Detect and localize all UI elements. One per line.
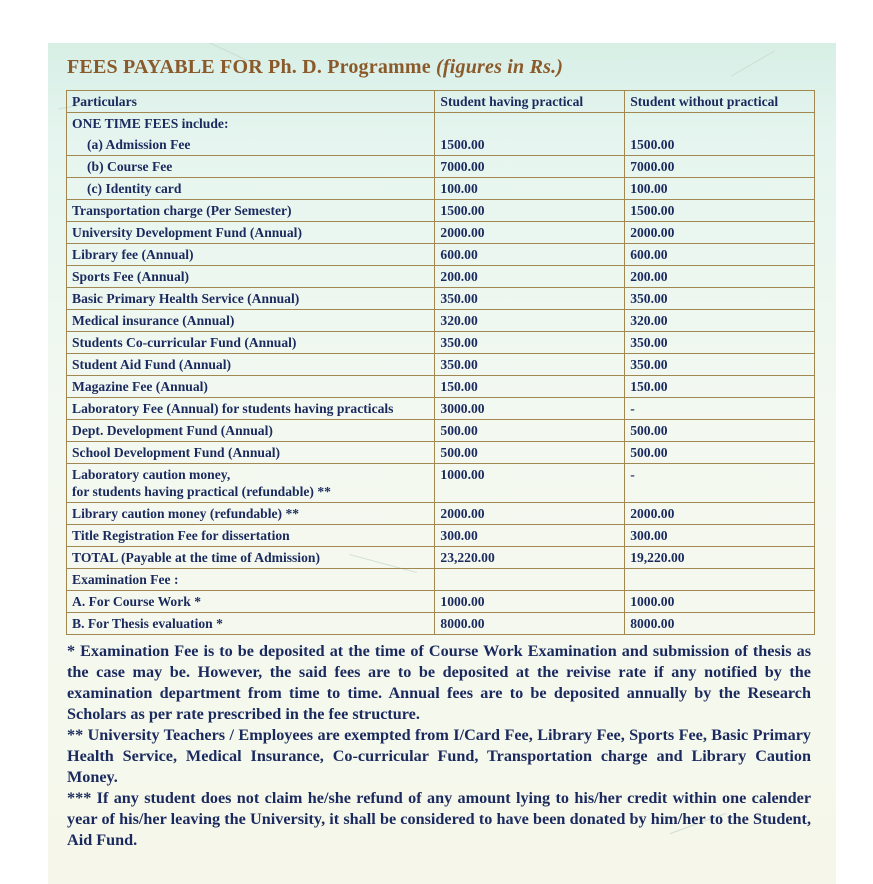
amount-without-practical: 500.00 xyxy=(625,420,815,442)
row-particular xyxy=(67,376,435,398)
row-particular xyxy=(67,288,435,310)
amount-practical: 2000.00 xyxy=(435,222,625,244)
particular-text: Students Co-curricular Fund (Annual) xyxy=(72,335,297,350)
amount-practical: 350.00 xyxy=(435,354,625,376)
table-header-row xyxy=(67,91,815,113)
particular-text: Transportation charge (Per Semester) xyxy=(72,203,292,218)
particular-text: Medical insurance (Annual) xyxy=(72,313,235,328)
table-row xyxy=(67,569,815,591)
particular-text: Dept. Development Fund (Annual) xyxy=(72,423,273,438)
amount-without-practical: 19,220.00 xyxy=(625,547,815,569)
amount-practical: 2000.00 xyxy=(435,503,625,525)
amount-practical: 1000.00 xyxy=(435,591,625,613)
amount-without-practical: 1500.00 xyxy=(625,200,815,222)
amount-practical: 500.00 xyxy=(435,420,625,442)
amount-practical: 7000.00 xyxy=(435,156,625,178)
row-particular xyxy=(67,332,435,354)
amount-without-practical: 320.00 xyxy=(625,310,815,332)
table-row xyxy=(67,547,815,569)
amount-without-practical: 200.00 xyxy=(625,266,815,288)
amount-without-practical: - xyxy=(625,464,815,503)
amount-without-practical: 350.00 xyxy=(625,354,815,376)
amount-practical: 100.00 xyxy=(435,178,625,200)
page-title xyxy=(67,56,563,79)
row-particular xyxy=(67,266,435,288)
amount-practical: 320.00 xyxy=(435,310,625,332)
table-row xyxy=(67,442,815,464)
empty-cell xyxy=(625,113,815,135)
particular-text: (c) Identity card xyxy=(87,181,182,196)
particular-text: Magazine Fee (Annual) xyxy=(72,379,208,394)
row-particular xyxy=(67,178,435,200)
one-time-heading: ONE TIME FEES include: xyxy=(67,113,435,135)
table-row xyxy=(67,310,815,332)
title-main: FEES PAYABLE FOR Ph. D. Programme xyxy=(67,56,431,78)
row-particular xyxy=(67,569,435,591)
table-row xyxy=(67,464,815,503)
table-row xyxy=(67,354,815,376)
table-row xyxy=(67,113,815,135)
table-row xyxy=(67,178,815,200)
table-row xyxy=(67,288,815,310)
amount-without-practical: 2000.00 xyxy=(625,222,815,244)
particular-text: Laboratory caution money, xyxy=(72,467,231,482)
amount-without-practical: 350.00 xyxy=(625,332,815,354)
amount-practical: 1000.00 xyxy=(435,464,625,503)
table-row xyxy=(67,244,815,266)
amount-practical: 600.00 xyxy=(435,244,625,266)
table-row xyxy=(67,376,815,398)
particular-text-line2: for students having practical (refundable) ** xyxy=(72,484,331,499)
table-row xyxy=(67,156,815,178)
amount-practical: 350.00 xyxy=(435,288,625,310)
amount-without-practical: 600.00 xyxy=(625,244,815,266)
particular-text: (a) Admission Fee xyxy=(87,137,191,152)
fee-table xyxy=(66,90,815,635)
amount-practical: 8000.00 xyxy=(435,613,625,635)
title-units: (figures in Rs.) xyxy=(436,56,564,78)
footnote-refund: *** If any student does not claim he/she refund of any amount lying to his/her credit within one calender year of his/her leaving the University, it shall be considered to have been donated by him/her to the Student, Aid Fund. xyxy=(67,789,811,849)
row-particular xyxy=(67,464,435,503)
amount-practical: 1500.00 xyxy=(435,200,625,222)
row-particular xyxy=(67,200,435,222)
particular-text: B. For Thesis evaluation * xyxy=(72,616,223,631)
particular-text: Sports Fee (Annual) xyxy=(72,269,190,284)
footnote-exemption: ** University Teachers / Employees are exempted from I/Card Fee, Library Fee, Sports Fee, Basic Primary Health Service, Medical Insurance, Co-curricular Fund, Transportation charge and Library Caution Money. xyxy=(67,726,811,786)
amount-without-practical: 300.00 xyxy=(625,525,815,547)
amount-without-practical: 150.00 xyxy=(625,376,815,398)
amount-without-practical: 2000.00 xyxy=(625,503,815,525)
amount-practical: 500.00 xyxy=(435,442,625,464)
particular-text: (b) Course Fee xyxy=(87,159,173,174)
amount-without-practical: 8000.00 xyxy=(625,613,815,635)
amount-without-practical: 100.00 xyxy=(625,178,815,200)
table-row xyxy=(67,222,815,244)
amount-practical: 350.00 xyxy=(435,332,625,354)
particular-text: Examination Fee : xyxy=(72,572,179,587)
col-header-particulars: Particulars xyxy=(67,91,435,113)
empty-cell xyxy=(435,113,625,135)
table-row xyxy=(67,613,815,635)
particular-text: Library caution money (refundable) ** xyxy=(72,506,300,521)
particular-text: Library fee (Annual) xyxy=(72,247,194,262)
amount-practical: 300.00 xyxy=(435,525,625,547)
row-particular xyxy=(67,591,435,613)
row-particular xyxy=(67,547,435,569)
col-header-without: Student without practical xyxy=(625,91,815,113)
fee-rows xyxy=(67,134,815,635)
table-row xyxy=(67,200,815,222)
amount-without-practical: 7000.00 xyxy=(625,156,815,178)
amount-practical: 23,220.00 xyxy=(435,547,625,569)
row-particular xyxy=(67,613,435,635)
table-row xyxy=(67,420,815,442)
amount-without-practical: 1000.00 xyxy=(625,591,815,613)
amount-without-practical xyxy=(625,569,815,591)
table-row xyxy=(67,525,815,547)
amount-practical: 200.00 xyxy=(435,266,625,288)
amount-without-practical: 350.00 xyxy=(625,288,815,310)
row-particular xyxy=(67,525,435,547)
row-particular xyxy=(67,420,435,442)
amount-without-practical: 1500.00 xyxy=(625,134,815,156)
particular-text: Basic Primary Health Service (Annual) xyxy=(72,291,300,306)
amount-practical: 1500.00 xyxy=(435,134,625,156)
row-particular xyxy=(67,244,435,266)
row-particular xyxy=(67,398,435,420)
row-particular xyxy=(67,442,435,464)
amount-without-practical: 500.00 xyxy=(625,442,815,464)
amount-practical: 150.00 xyxy=(435,376,625,398)
particular-text: A. For Course Work * xyxy=(72,594,202,609)
table-row xyxy=(67,398,815,420)
row-particular xyxy=(67,503,435,525)
row-particular xyxy=(67,310,435,332)
particular-text: School Development Fund (Annual) xyxy=(72,445,281,460)
table-row xyxy=(67,503,815,525)
row-particular xyxy=(67,222,435,244)
particular-text: Student Aid Fund (Annual) xyxy=(72,357,232,372)
row-particular xyxy=(67,156,435,178)
amount-practical: 3000.00 xyxy=(435,398,625,420)
table-row xyxy=(67,134,815,156)
table-row xyxy=(67,591,815,613)
particular-text: TOTAL (Payable at the time of Admission) xyxy=(72,550,320,565)
table-row xyxy=(67,332,815,354)
paper-fiber xyxy=(731,51,775,77)
amount-practical xyxy=(435,569,625,591)
particular-text: University Development Fund (Annual) xyxy=(72,225,302,240)
row-particular xyxy=(67,354,435,376)
col-header-practical: Student having practical xyxy=(435,91,625,113)
amount-without-practical: - xyxy=(625,398,815,420)
particular-text: Title Registration Fee for dissertation xyxy=(72,528,290,543)
footnotes xyxy=(67,641,811,851)
table-row xyxy=(67,266,815,288)
footnote-exam: * Examination Fee is to be deposited at the time of Course Work Examination and submission of thesis as the case may be. However, the said fees are to be deposited at the reivise rate if any notified by the examination department from time to time. Annual fees are to be deposited annually by the Research Scholars as per rate prescribed in the fee structure. xyxy=(67,642,811,723)
particular-text: Laboratory Fee (Annual) for students having practicals xyxy=(72,401,394,416)
fee-panel xyxy=(48,43,836,884)
row-particular xyxy=(67,134,435,156)
